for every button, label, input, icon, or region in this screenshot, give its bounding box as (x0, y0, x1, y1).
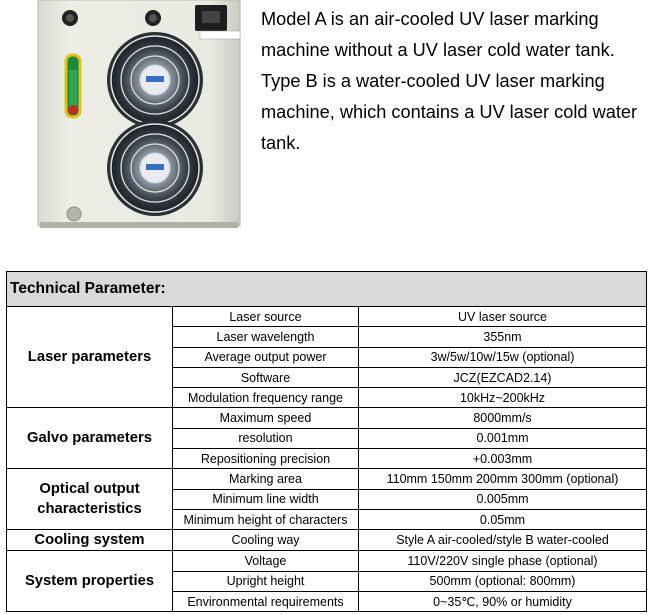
parameter-name: Minimum line width (173, 489, 359, 509)
machine-photo (0, 0, 245, 230)
cooling-fan-icon (107, 32, 203, 128)
parameter-value: UV laser source (359, 307, 647, 327)
parameter-name: Minimum height of characters (173, 509, 359, 529)
table-title-row (7, 272, 647, 307)
parameter-name: Maximum speed (173, 408, 359, 428)
parameter-name: Cooling way (173, 530, 359, 551)
parameter-value: 355nm (359, 327, 647, 347)
parameter-value: 8000mm/s (359, 408, 647, 428)
cooling-fan-icon (107, 120, 203, 216)
parameter-name: Laser source (173, 307, 359, 327)
parameter-value: 0.005mm (359, 489, 647, 509)
parameter-value: Style A air-cooled/style B water-cooled (359, 530, 647, 551)
parameter-value: 0.05mm (359, 509, 647, 529)
parameter-name: Modulation frequency range (173, 388, 359, 408)
table-row (7, 469, 647, 489)
technical-parameter-table (6, 271, 647, 612)
product-description: Model A is an air-cooled UV laser marking machine without a UV laser cold water tank. Type B is a water-cooled UV laser marking machine, which contains a UV laser cold water tank. (261, 9, 638, 153)
parameter-name: Software (173, 367, 359, 387)
parameter-group-name: Cooling system (7, 530, 173, 551)
table-row (7, 307, 647, 327)
parameter-value: +0.003mm (359, 449, 647, 469)
parameter-value: 110mm 150mm 200mm 300mm (optional) (359, 469, 647, 489)
table-row (7, 530, 647, 551)
parameter-value: JCZ(EZCAD2.14) (359, 367, 647, 387)
parameter-group-name: System properties (7, 551, 173, 612)
parameter-value: 500mm (optional: 800mm) (359, 571, 647, 591)
table-row (7, 551, 647, 571)
parameter-name: Repositioning precision (173, 449, 359, 469)
parameter-name: Average output power (173, 347, 359, 367)
parameter-group-name: Galvo parameters (7, 408, 173, 469)
parameter-name: resolution (173, 428, 359, 448)
parameter-name: Marking area (173, 469, 359, 489)
parameter-name: Voltage (173, 551, 359, 571)
table-row (7, 408, 647, 428)
parameter-value: 0.001mm (359, 428, 647, 448)
parameter-name: Environmental requirements (173, 591, 359, 611)
parameter-value: 110V/220V single phase (optional) (359, 551, 647, 571)
parameter-value: 0~35℃, 90% or humidity (359, 591, 647, 611)
parameter-name: Laser wavelength (173, 327, 359, 347)
parameter-group-name: Optical output characteristics (7, 469, 173, 530)
parameter-name: Upright height (173, 571, 359, 591)
table-title: Technical Parameter: (7, 272, 647, 307)
parameter-value: 10kHz~200kHz (359, 388, 647, 408)
parameter-group-name: Laser parameters (7, 307, 173, 408)
parameter-value: 3w/5w/10w/15w (optional) (359, 347, 647, 367)
indicator-light-icon (66, 55, 80, 117)
